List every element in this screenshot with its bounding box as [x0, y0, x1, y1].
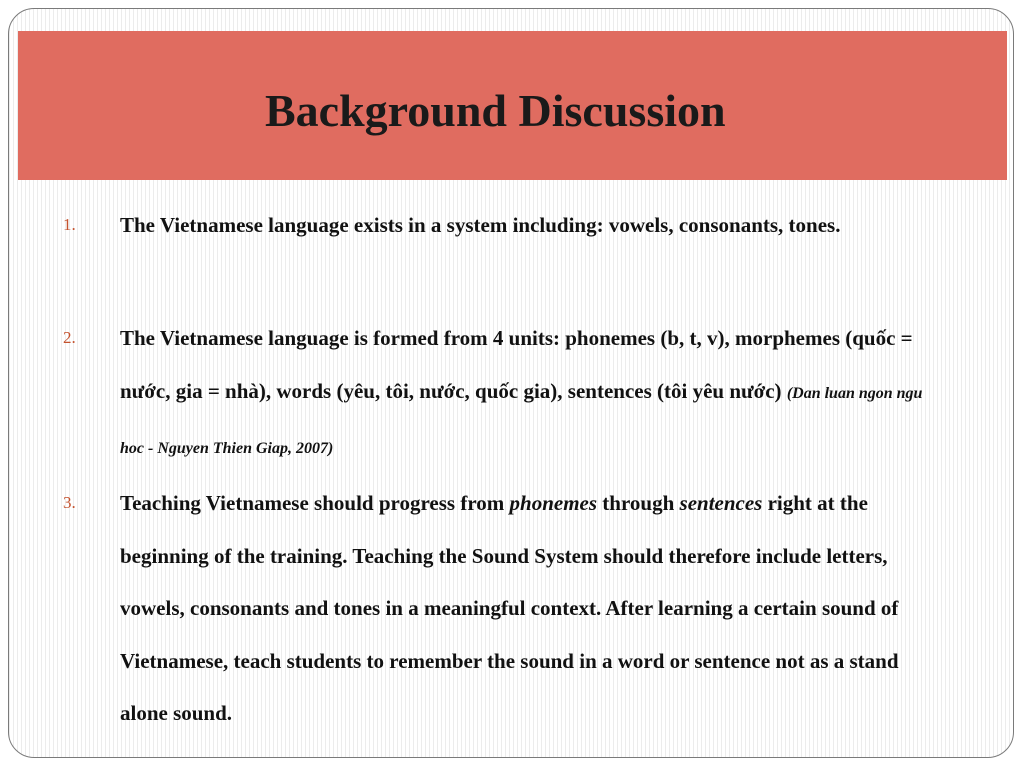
- content-list: [9, 9, 1014, 758]
- list-item-text-c: right at the beginning of the training. Teaching the Sound System should therefore include letters, vowels, consonants and tones in a meaningful context. After learning a certain sound of Vietnamese, teach students to remember the sound in a word or sentence not as a stand alone sound.: [120, 491, 899, 725]
- list-item-text-main: The Vietnamese language is formed from 4 units: phonemes (b, t, v), morphemes (quốc = nước, gia = nhà), words (yêu, tôi, nước, quốc gia), sentences (tôi yêu nước): [120, 326, 913, 403]
- emphasis-phonemes: phonemes: [509, 491, 598, 515]
- slide: [8, 8, 1014, 758]
- list-item-text: [120, 312, 930, 476]
- list-number: 1.: [63, 215, 76, 234]
- slide-title: Background Discussion: [265, 85, 726, 136]
- citation: (Dan luan ngon ngu hoc - Nguyen Thien Giap, 2007): [120, 384, 923, 457]
- list-item-text: The Vietnamese language exists in a system including: vowels, consonants, tones.: [120, 213, 841, 237]
- list-item-text: [120, 477, 930, 740]
- list-item-text-b: through: [597, 491, 680, 515]
- list-item-text-a: Teaching Vietnamese should progress from: [120, 491, 510, 515]
- list-number: 2.: [63, 328, 76, 347]
- emphasis-sentences: sentences: [679, 491, 763, 515]
- list-number: 3.: [63, 493, 76, 512]
